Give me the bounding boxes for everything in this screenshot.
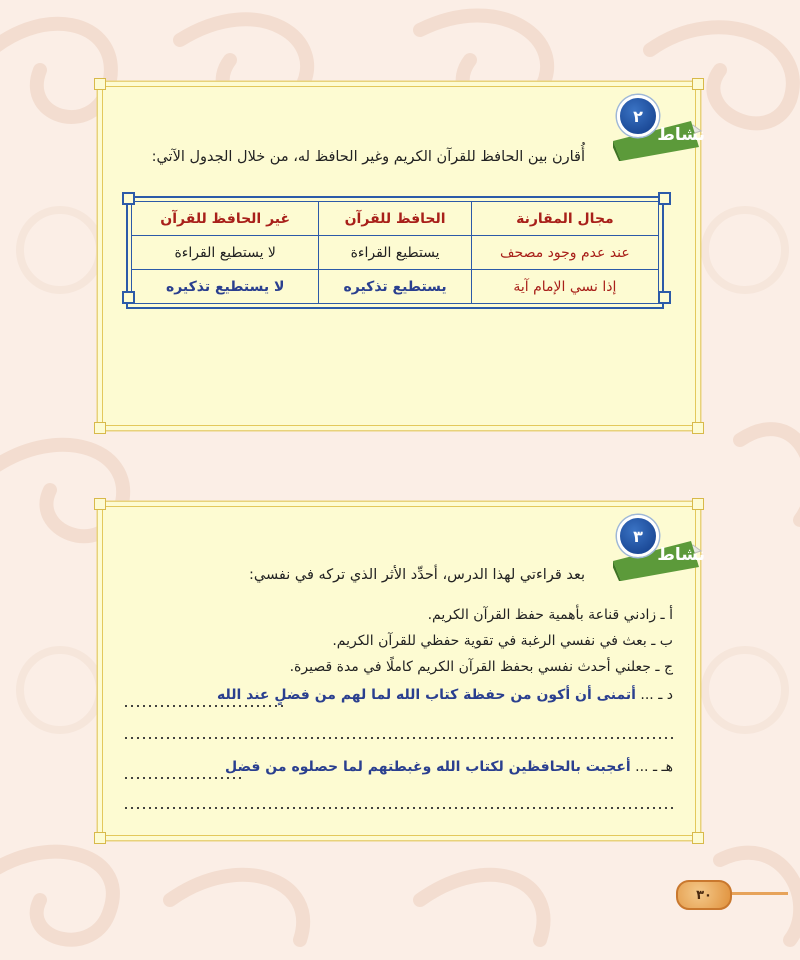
table-header-row xyxy=(132,202,659,236)
table-cell: إذا نسي الإمام آية xyxy=(471,270,658,304)
activity-2-frame xyxy=(102,86,705,426)
answer-prefix: د ـ ... xyxy=(640,687,673,703)
handwritten-answer: أعجبت بالحافظين لكتاب الله وغبطتهم لما حصلوه من فضل xyxy=(224,759,631,775)
activity-badge xyxy=(609,515,709,585)
list-item: أ ـ زادني قناعة بأهمية حفظ القرآن الكريم. xyxy=(427,607,673,623)
table-cell: لا يستطيع القراءة xyxy=(132,236,319,270)
table-header: مجال المقارنة xyxy=(471,202,658,236)
handwritten-answer: أتمنى أن أكون من حفظة كتاب الله لما لهم من فضلٍ عند الله xyxy=(216,687,636,703)
answer-line-d xyxy=(217,687,673,703)
table-corner xyxy=(658,192,671,205)
answer-line-h xyxy=(225,759,673,775)
table-cell: لا يستطيع تذكيره xyxy=(132,270,319,304)
table-cell: يستطيع تذكيره xyxy=(319,270,471,304)
table-cell: يستطيع القراءة xyxy=(319,236,471,270)
frame-corner xyxy=(94,498,106,510)
table-corner xyxy=(122,291,135,304)
frame-corner xyxy=(692,422,704,434)
table-corner xyxy=(122,192,135,205)
comparison-table xyxy=(131,201,659,304)
dotted-line xyxy=(123,777,243,779)
activity-number: ٣ xyxy=(617,515,659,557)
answer-prefix: هـ ـ ... xyxy=(635,759,673,775)
activity-number: ٢ xyxy=(617,95,659,137)
frame-corner xyxy=(94,422,106,434)
dotted-line xyxy=(123,705,283,707)
page-number: ٣٠ xyxy=(676,880,732,910)
frame-corner xyxy=(94,78,106,90)
table-row xyxy=(132,236,659,270)
table-header: الحافظ للقرآن xyxy=(319,202,471,236)
frame-corner xyxy=(94,832,106,844)
table-row xyxy=(132,270,659,304)
frame-corner xyxy=(692,832,704,844)
dotted-line xyxy=(123,807,673,809)
table-corner xyxy=(658,291,671,304)
dotted-line xyxy=(123,737,673,739)
frame-corner xyxy=(692,498,704,510)
activity-tag: نشاط xyxy=(657,545,705,565)
frame-corner xyxy=(692,78,704,90)
activity-3-frame xyxy=(102,506,705,836)
table-cell: عند عدم وجود مصحف xyxy=(471,236,658,270)
activity-prompt: أُقارن بين الحافظ للقرآن الكريم وغير الحافظ له، من خلال الجدول الآتي: xyxy=(151,149,585,165)
table-header: غير الحافظ للقرآن xyxy=(132,202,319,236)
list-item: ج ـ جعلني أحدث نفسي بحفظ القرآن الكريم كاملًا في مدة قصيرة. xyxy=(289,659,673,675)
activity-prompt: بعد قراءتي لهذا الدرس، أحدِّد الأثر الذي تركه في نفسي: xyxy=(248,567,585,583)
activity-tag: نشاط xyxy=(657,125,705,145)
effects-list xyxy=(123,607,673,817)
list-item: ب ـ بعث في نفسي الرغبة في تقوية حفظي للقرآن الكريم. xyxy=(332,633,673,649)
activity-badge xyxy=(609,95,709,165)
